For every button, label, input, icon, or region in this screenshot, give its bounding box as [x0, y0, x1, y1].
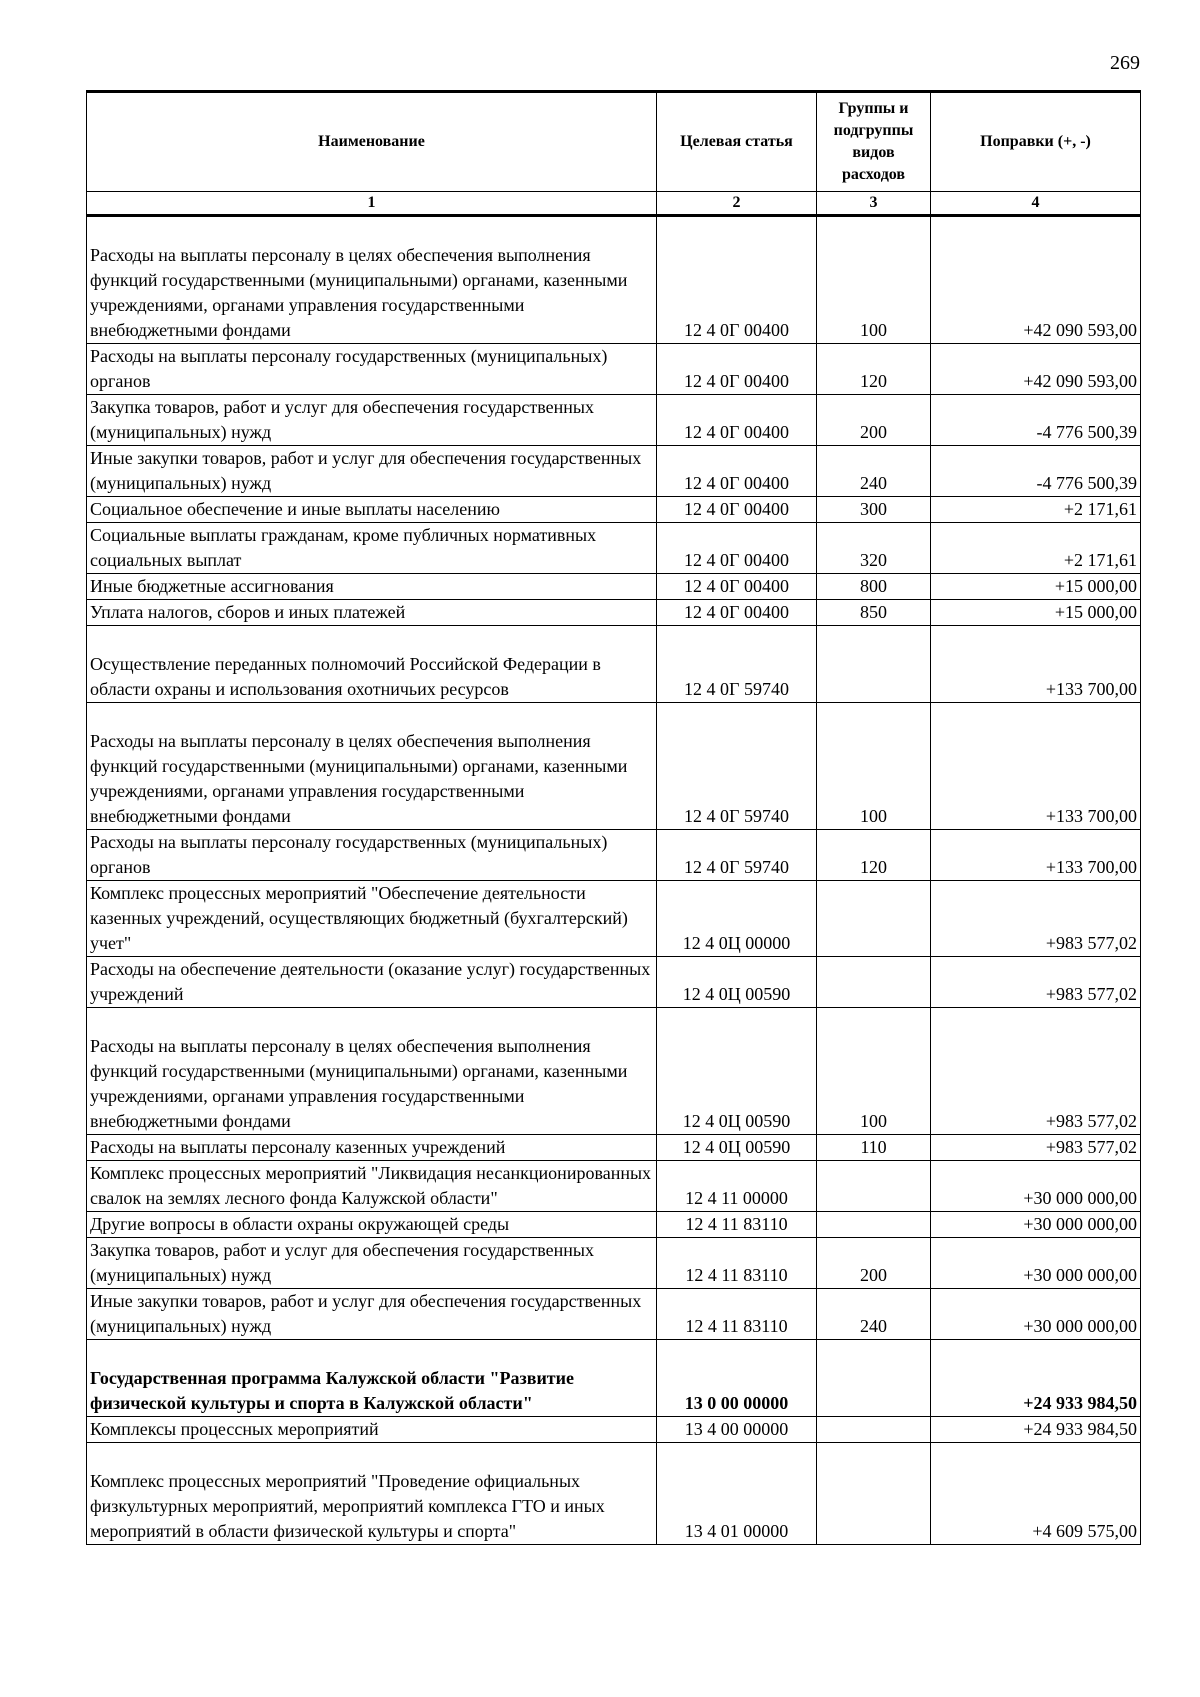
cell-amendment-amount: +133 700,00 — [931, 830, 1141, 881]
cell-expense-group: 300 — [817, 497, 931, 523]
table-row — [87, 574, 1141, 600]
table-row — [87, 703, 1141, 830]
cell-target-article: 12 4 0Г 59740 — [657, 703, 817, 830]
cell-name: Расходы на обеспечение деятельности (оказание услуг) государственных учреждений — [87, 957, 657, 1008]
cell-expense-group: 100 — [817, 703, 931, 830]
cell-name: Расходы на выплаты персоналу казенных учреждений — [87, 1135, 657, 1161]
cell-amendment-amount: +30 000 000,00 — [931, 1161, 1141, 1212]
cell-expense-group: 800 — [817, 574, 931, 600]
cell-name: Комплекс процессных мероприятий "Проведение официальных физкультурных мероприятий, мероприятий комплекса ГТО и иных мероприятий в области физической культуры и спорта" — [87, 1443, 657, 1545]
cell-target-article: 12 4 11 83110 — [657, 1289, 817, 1340]
cell-target-article: 12 4 0Ц 00590 — [657, 957, 817, 1008]
page-number: 269 — [1110, 52, 1140, 74]
table-row — [87, 344, 1141, 395]
cell-expense-group: 850 — [817, 600, 931, 626]
table-row — [87, 1443, 1141, 1545]
cell-amendment-amount: +133 700,00 — [931, 626, 1141, 703]
table-row — [87, 830, 1141, 881]
cell-expense-group: 120 — [817, 344, 931, 395]
cell-name: Социальные выплаты гражданам, кроме публичных нормативных социальных выплат — [87, 523, 657, 574]
cell-amendment-amount: +15 000,00 — [931, 574, 1141, 600]
cell-name: Расходы на выплаты персоналу в целях обеспечения выполнения функций государственными (муниципальными) органами, казенными учреждениями, органами управления государственными внебюджетными фондами — [87, 216, 657, 344]
cell-amendment-amount: +15 000,00 — [931, 600, 1141, 626]
cell-name: Закупка товаров, работ и услуг для обеспечения государственных (муниципальных) нужд — [87, 1238, 657, 1289]
cell-target-article: 12 4 11 00000 — [657, 1161, 817, 1212]
cell-name: Комплекс процессных мероприятий "Ликвидация несанкционированных свалок на землях лесного фонда Калужской области" — [87, 1161, 657, 1212]
cell-target-article: 12 4 0Ц 00590 — [657, 1008, 817, 1135]
cell-name: Другие вопросы в области охраны окружающей среды — [87, 1212, 657, 1238]
cell-amendment-amount: +24 933 984,50 — [931, 1417, 1141, 1443]
cell-name: Осуществление переданных полномочий Российской Федерации в области охраны и использования охотничьих ресурсов — [87, 626, 657, 703]
cell-name: Иные закупки товаров, работ и услуг для обеспечения государственных (муниципальных) нужд — [87, 446, 657, 497]
table-row — [87, 626, 1141, 703]
cell-expense-group: 320 — [817, 523, 931, 574]
header-amendments: Поправки (+, -) — [931, 92, 1141, 192]
cell-target-article: 13 4 01 00000 — [657, 1443, 817, 1545]
cell-expense-group: 200 — [817, 1238, 931, 1289]
table-row — [87, 1135, 1141, 1161]
cell-expense-group: 100 — [817, 1008, 931, 1135]
table-row — [87, 446, 1141, 497]
cell-amendment-amount: +24 933 984,50 — [931, 1340, 1141, 1417]
table-row — [87, 523, 1141, 574]
cell-target-article: 13 0 00 00000 — [657, 1340, 817, 1417]
table-row — [87, 216, 1141, 344]
cell-target-article: 12 4 11 83110 — [657, 1238, 817, 1289]
cell-target-article: 12 4 0Г 59740 — [657, 626, 817, 703]
table-row — [87, 395, 1141, 446]
cell-expense-group: 200 — [817, 395, 931, 446]
table-row — [87, 881, 1141, 957]
table-row — [87, 600, 1141, 626]
column-number-1: 1 — [87, 192, 657, 216]
cell-expense-group: 240 — [817, 1289, 931, 1340]
table-row — [87, 497, 1141, 523]
table-row — [87, 1161, 1141, 1212]
cell-amendment-amount: +983 577,02 — [931, 881, 1141, 957]
cell-amendment-amount: +983 577,02 — [931, 1008, 1141, 1135]
header-expense-groups: Группы и подгруппы видов расходов — [817, 92, 931, 192]
cell-amendment-amount: +42 090 593,00 — [931, 216, 1141, 344]
cell-target-article: 12 4 0Г 00400 — [657, 216, 817, 344]
cell-amendment-amount: +2 171,61 — [931, 497, 1141, 523]
column-number-4: 4 — [931, 192, 1141, 216]
budget-table — [86, 90, 1141, 1545]
cell-target-article: 12 4 0Г 00400 — [657, 344, 817, 395]
table-row — [87, 1340, 1141, 1417]
cell-name: Государственная программа Калужской области "Развитие физической культуры и спорта в Калужской области" — [87, 1340, 657, 1417]
cell-target-article: 12 4 11 83110 — [657, 1212, 817, 1238]
cell-expense-group: 120 — [817, 830, 931, 881]
cell-expense-group — [817, 1340, 931, 1417]
cell-name: Комплексы процессных мероприятий — [87, 1417, 657, 1443]
cell-target-article: 12 4 0Г 00400 — [657, 395, 817, 446]
cell-amendment-amount: +2 171,61 — [931, 523, 1141, 574]
cell-amendment-amount: +30 000 000,00 — [931, 1238, 1141, 1289]
cell-target-article: 12 4 0Ц 00590 — [657, 1135, 817, 1161]
cell-name: Социальное обеспечение и иные выплаты населению — [87, 497, 657, 523]
table-row — [87, 1212, 1141, 1238]
cell-amendment-amount: -4 776 500,39 — [931, 446, 1141, 497]
cell-name: Расходы на выплаты персоналу государственных (муниципальных) органов — [87, 344, 657, 395]
cell-amendment-amount: +30 000 000,00 — [931, 1212, 1141, 1238]
table-row — [87, 1417, 1141, 1443]
cell-name: Иные закупки товаров, работ и услуг для обеспечения государственных (муниципальных) нужд — [87, 1289, 657, 1340]
cell-name: Расходы на выплаты персоналу в целях обеспечения выполнения функций государственными (муниципальными) органами, казенными учреждениями, органами управления государственными внебюджетными фондами — [87, 703, 657, 830]
cell-expense-group — [817, 1443, 931, 1545]
column-number-2: 2 — [657, 192, 817, 216]
cell-target-article: 12 4 0Г 00400 — [657, 523, 817, 574]
table-row — [87, 1238, 1141, 1289]
cell-amendment-amount: +133 700,00 — [931, 703, 1141, 830]
cell-target-article: 12 4 0Г 59740 — [657, 830, 817, 881]
cell-expense-group — [817, 626, 931, 703]
cell-amendment-amount: -4 776 500,39 — [931, 395, 1141, 446]
header-name: Наименование — [87, 92, 657, 192]
cell-expense-group: 110 — [817, 1135, 931, 1161]
table-body — [87, 216, 1141, 1545]
cell-amendment-amount: +983 577,02 — [931, 1135, 1141, 1161]
column-number-3: 3 — [817, 192, 931, 216]
cell-amendment-amount: +30 000 000,00 — [931, 1289, 1141, 1340]
cell-expense-group — [817, 1161, 931, 1212]
cell-name: Комплекс процессных мероприятий "Обеспечение деятельности казенных учреждений, осуществляющих бюджетный (бухгалтерский) учет" — [87, 881, 657, 957]
cell-name: Закупка товаров, работ и услуг для обеспечения государственных (муниципальных) нужд — [87, 395, 657, 446]
header-target-article: Целевая статья — [657, 92, 817, 192]
cell-expense-group: 100 — [817, 216, 931, 344]
table-row — [87, 1289, 1141, 1340]
cell-expense-group — [817, 1212, 931, 1238]
cell-expense-group: 240 — [817, 446, 931, 497]
cell-amendment-amount: +983 577,02 — [931, 957, 1141, 1008]
cell-target-article: 12 4 0Г 00400 — [657, 446, 817, 497]
cell-expense-group — [817, 957, 931, 1008]
cell-expense-group — [817, 1417, 931, 1443]
cell-target-article: 12 4 0Г 00400 — [657, 574, 817, 600]
table-header — [87, 92, 1141, 216]
table-row — [87, 957, 1141, 1008]
table-row — [87, 1008, 1141, 1135]
cell-name: Расходы на выплаты персоналу государственных (муниципальных) органов — [87, 830, 657, 881]
cell-name: Уплата налогов, сборов и иных платежей — [87, 600, 657, 626]
cell-target-article: 13 4 00 00000 — [657, 1417, 817, 1443]
cell-amendment-amount: +42 090 593,00 — [931, 344, 1141, 395]
cell-target-article: 12 4 0Ц 00000 — [657, 881, 817, 957]
cell-target-article: 12 4 0Г 00400 — [657, 600, 817, 626]
cell-expense-group — [817, 881, 931, 957]
cell-name: Расходы на выплаты персоналу в целях обеспечения выполнения функций государственными (муниципальными) органами, казенными учреждениями, органами управления государственными внебюджетными фондами — [87, 1008, 657, 1135]
cell-name: Иные бюджетные ассигнования — [87, 574, 657, 600]
budget-table-container — [86, 90, 1140, 1545]
cell-amendment-amount: +4 609 575,00 — [931, 1443, 1141, 1545]
cell-target-article: 12 4 0Г 00400 — [657, 497, 817, 523]
